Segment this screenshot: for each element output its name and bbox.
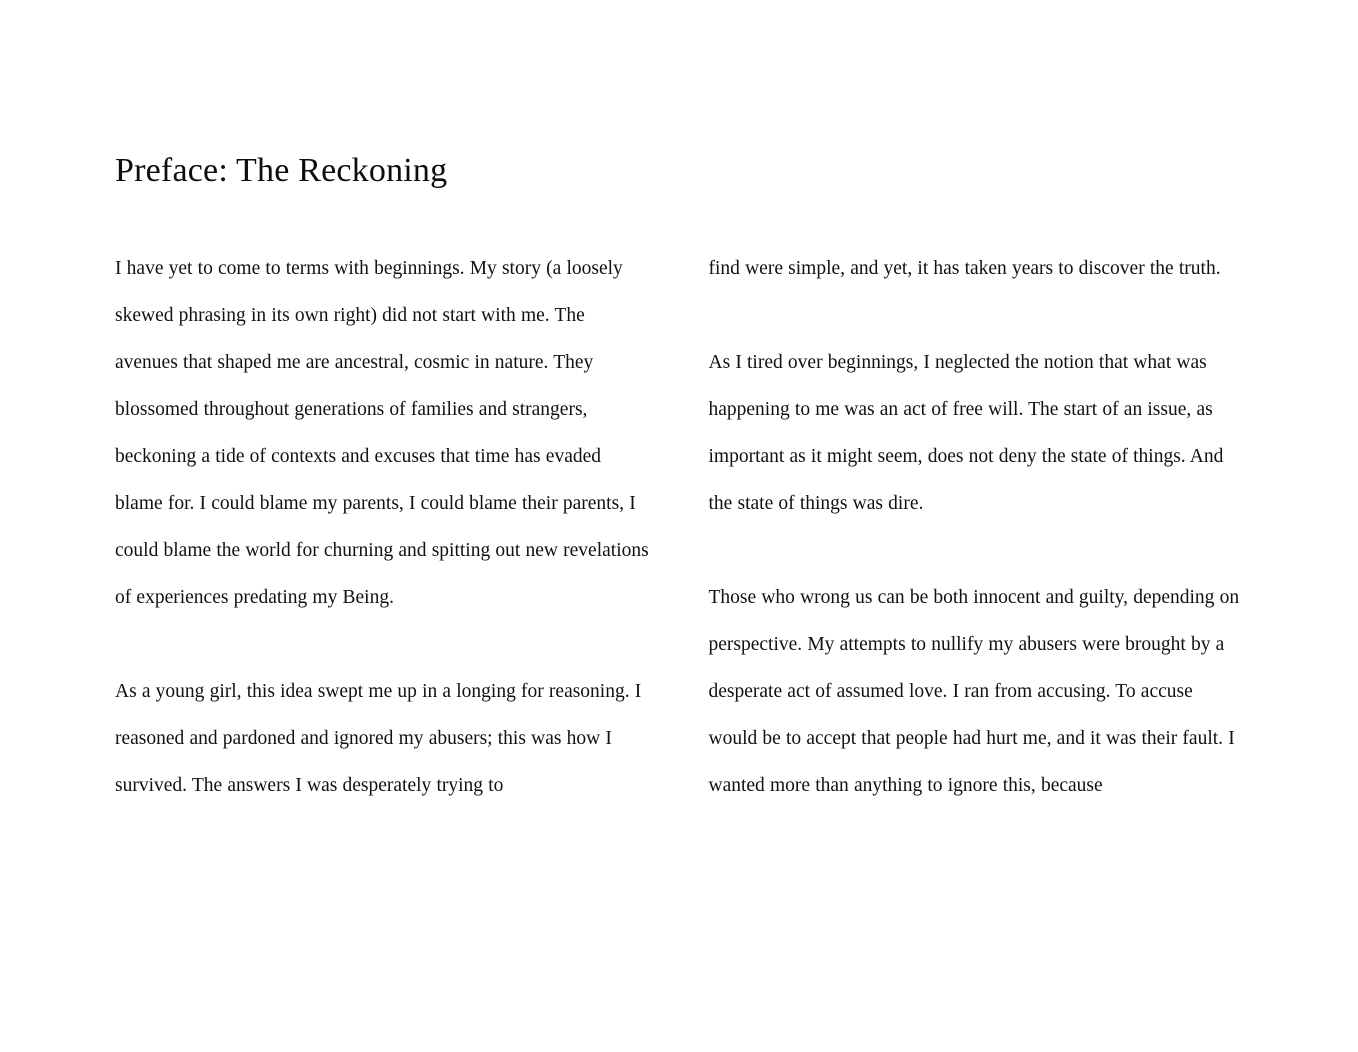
paragraph: I have yet to come to terms with beginnings. My story (a loosely skewed phrasing in its own right) did not start with me. The avenues that shaped me are ancestral, cosmic in nature. They blossomed throughout generations of families and strangers, beckoning a tide of contexts and excuses that time has evaded blame for. I could blame my parents, I could blame their parents, I could blame the world for churning and spitting out new revelations of experiences predating my Being. — [115, 258, 649, 608]
two-column-body — [115, 245, 1245, 856]
paragraph: As a young girl, this idea swept me up in a longing for reasoning. I reasoned and pardoned and ignored my abusers; this was how I survived. The answers I was desperately trying to — [115, 681, 642, 796]
paragraph: find were simple, and yet, it has taken years to discover the truth. — [708, 258, 1221, 279]
paragraph: As I tired over beginnings, I neglected the notion that what was happening to me was an act of free will. The start of an issue, as important as it might seem, does not deny the state of things. And the state of things was dire. — [708, 352, 1224, 514]
page-title: Preface: The Reckoning — [115, 152, 448, 189]
right-column — [709, 245, 1246, 856]
paragraph: Those who wrong us can be both innocent and guilty, depending on perspective. My attempts to nullify my abusers were brought by a desperate act of assumed love. I ran from accusing. To accuse would be to accept that people had hurt me, and it was their fault. I wanted more than anything to ignore this, because — [708, 587, 1240, 796]
left-column — [115, 245, 652, 809]
